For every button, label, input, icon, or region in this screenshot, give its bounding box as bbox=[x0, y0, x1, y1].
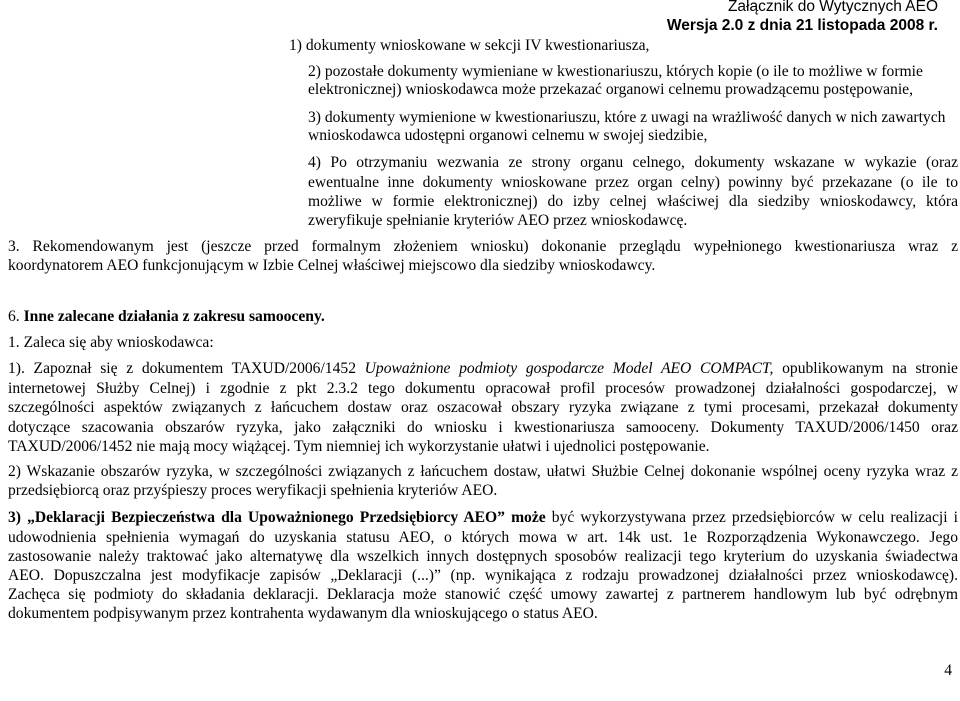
list-item-2-line-2: elektronicznej) wnioskodawca może przekazać organowi celnemu prowadzącemu postępowanie, bbox=[308, 81, 914, 98]
list-item-3-line-1: 3) dokumenty wymienione w kwestionariuszu, które z uwagi na wrażliwość danych w nich zawartych bbox=[308, 109, 946, 126]
paragraph-1-line-3: szczególności aspektów związanych z łańcuchem dostaw oraz oszacował obszary ryzyka związane z tymi procesami, przekazał dokumenty bbox=[8, 399, 958, 416]
paragraph-1-line-5: TAXUD/2006/1452 nie mają mocy wiążącej. Tym niemniej ich wykorzystanie ułatwi i ujednolici postępowanie. bbox=[8, 438, 710, 455]
list-item-4-line-3: możliwe w formie elektronicznej) do izby celnej właściwej dla siedziby wnioskodawcy, która bbox=[308, 193, 958, 210]
paragraph-3-line-5: Zachęca się podmioty do składania deklaracji. Deklaracja może stanowić część umowy zawartej z partnerem handlowym lub być odrębnym bbox=[8, 586, 958, 603]
paragraph-1-line-4: dotyczące szacowania obszarów ryzyka, jako załączniki do wniosku i kwestionariusza samooceny. Dokumenty TAXUD/2006/1450 oraz bbox=[8, 419, 958, 436]
paragraph-3-line-1 bbox=[8, 508, 958, 528]
paragraph-1-line-2: internetowej Służby Celnej) i zgodnie z pkt 2.3.2 tego dokumentu opracował profil procesów prowadzonej działalności gospodarczej, w bbox=[8, 380, 958, 397]
paragraph-3-line-6: dokumentem podpisywanym przez kontrahenta wydawanym dla wnioskującego o status AEO. bbox=[8, 605, 598, 622]
section-6-title: Inne zalecane działania z zakresu samooceny. bbox=[23, 308, 325, 325]
list-item-4-line-4: zweryfikuje spełnianie kryteriów AEO przez wnioskodawcę. bbox=[308, 212, 688, 229]
point-3-line-2: koordynatorem AEO funkcjonującym w Izbie Celnej właściwej miejscowo dla siedziby wnioskodawcy. bbox=[8, 257, 656, 274]
p1-text-a: 1). Zapoznał się z dokumentem TAXUD/2006/1452 bbox=[8, 360, 365, 377]
list-item-3-line-2: wnioskodawca udostępni organowi celnemu w swojej siedzibie, bbox=[308, 127, 708, 144]
paragraph-1-line-1 bbox=[8, 359, 958, 379]
p3-declaration-title: 3) „Deklaracji Bezpieczeństwa dla Upoważnionego Przedsiębiorcy AEO” bbox=[8, 509, 505, 526]
paragraph-3-line-2: udowodnienia spełnienia wymagań do uzyskania statusu AEO, o których mowa w art. 14k ust. 1e Rozporządzenia Wykonawczego. Jego bbox=[8, 529, 958, 546]
header-version: Wersja 2.0 z dnia 21 listopada 2008 r. bbox=[666, 17, 938, 34]
paragraph-3-line-4: AEO. Dopuszczalna jest modyfikacje zapisów „Deklaracji (...)” (np. wynikająca z rodzaju prowadzonej działalności przez wnioskodawcę). bbox=[8, 567, 958, 584]
list-item-1: 1) dokumenty wnioskowane w sekcji IV kwestionariusza, bbox=[289, 37, 650, 54]
p3-may-emphasis: może bbox=[511, 509, 546, 526]
list-item-4-line-2: ewentualne inne dokumenty wnioskowane przez organ celny) powinny być przekazane (o ile to bbox=[308, 174, 958, 191]
list-item-2-line-1: 2) pozostałe dokumenty wymieniane w kwestionariuszu, których kopie (o ile to możliwe w formie bbox=[308, 63, 923, 80]
paragraph-2-line-2: przedsiębiorcą oraz przyśpieszy proces weryfikacji spełnienia kryteriów AEO. bbox=[8, 482, 498, 499]
header-annex-title: Załącznik do Wytycznych AEO bbox=[727, 0, 938, 15]
section-6-subheading: 1. Zaleca się aby wnioskodawca: bbox=[8, 334, 214, 351]
p1-italic-title: Upoważnione podmioty gospodarcze Model AEO COMPACT, bbox=[364, 360, 774, 377]
page-number: 4 bbox=[944, 662, 952, 679]
paragraph-2-line-1: 2) Wskazanie obszarów ryzyka, w szczególności związanych z łańcuchem dostaw, ułatwi Służbie Celnej dokonanie wspólnej oceny ryzyka wraz z bbox=[8, 463, 958, 480]
p1-text-b: opublikowanym na stronie bbox=[773, 360, 958, 377]
p3-text-rest: być wykorzystywana przez przedsiębiorców w celu realizacji i bbox=[545, 509, 958, 526]
point-3-line-1: 3. Rekomendowanym jest (jeszcze przed formalnym złożeniem wniosku) dokonanie przeglądu wypełnionego kwestionariusza wraz z bbox=[8, 238, 958, 255]
section-6-heading bbox=[8, 307, 325, 327]
paragraph-3-line-3: zastosowanie należy traktować jako alternatywę dla wszelkich innych dostępnych sposobów realizacji tego kryterium do uzyskania świadectwa bbox=[8, 548, 958, 565]
list-item-4-line-1: 4) Po otrzymaniu wezwania ze strony organu celnego, dokumenty wskazane w wykazie (oraz bbox=[308, 154, 958, 171]
section-6-number: 6. bbox=[8, 308, 20, 325]
